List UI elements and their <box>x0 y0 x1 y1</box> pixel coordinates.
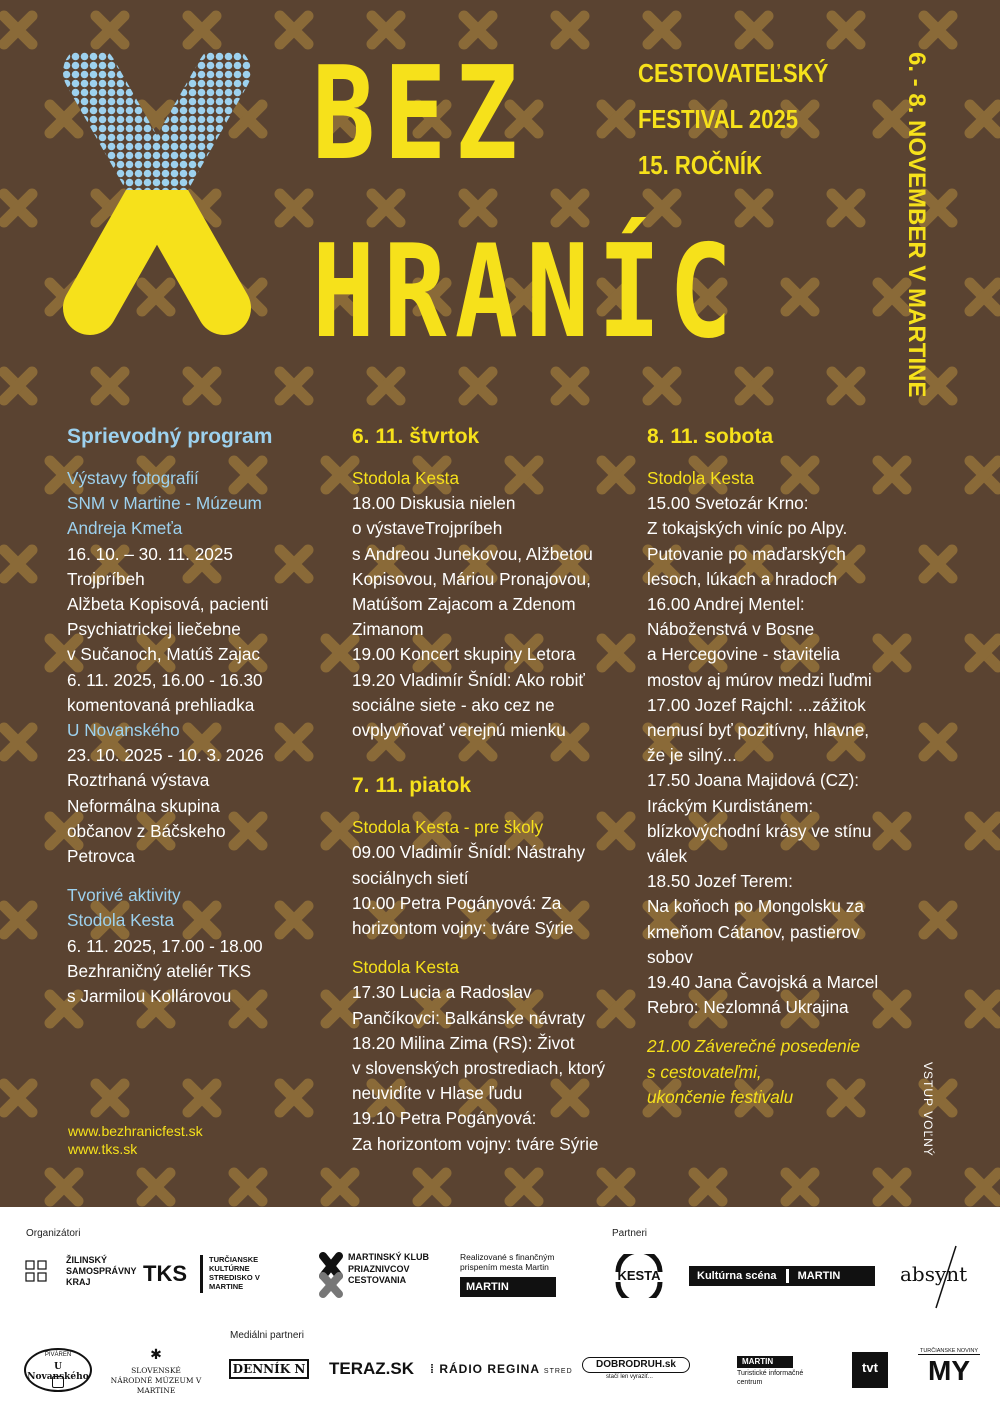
pattern-x-mark <box>648 372 676 400</box>
program-line: v slovenských prostrediach, ktorý <box>352 1058 606 1079</box>
pattern-x-mark <box>510 1173 538 1201</box>
schedule-thursday-friday <box>352 422 605 1157</box>
pattern-x-mark <box>970 639 998 667</box>
accompanying-program <box>67 422 272 1009</box>
title-hranic: HRANÍC <box>312 218 741 367</box>
u-novanskeho-logo: PIVÁREŇ U Novanského <box>24 1348 92 1392</box>
program-line: 18.50 Jozef Terem: <box>647 871 793 892</box>
pattern-x-mark <box>648 16 676 44</box>
pattern-x-mark <box>878 639 906 667</box>
pattern-x-mark <box>326 817 354 845</box>
festival-line-3: 15. ROČNÍK <box>638 150 763 180</box>
program-line: Zimanom <box>352 619 424 640</box>
program-line: 16.00 Andrej Mentel: <box>647 594 805 615</box>
pattern-x-mark <box>970 461 998 489</box>
free-entry-note: VSTUP VOĽNÝ <box>921 1062 935 1157</box>
pattern-x-mark <box>878 995 906 1023</box>
pattern-x-mark <box>280 906 308 934</box>
friday-heading: 7. 11. piatok <box>352 774 472 798</box>
pattern-x-mark <box>556 372 584 400</box>
program-line: Matúšom Zajacom a Zdenom <box>352 594 576 615</box>
festival-line-2: FESTIVAL 2025 <box>638 104 799 134</box>
program-line: Z tokajských viníc po Alpy. <box>647 518 848 539</box>
program-line: horizontom vojny: tváre Sýrie <box>352 918 574 939</box>
pattern-x-mark <box>4 728 32 756</box>
program-line: 21.00 Záverečné posedenie <box>647 1036 861 1057</box>
program-line: 15.00 Svetozár Krno: <box>647 493 809 514</box>
program-line: Stodola Kesta <box>67 910 175 931</box>
program-line: Pančíkovci: Balkánske návraty <box>352 1007 586 1028</box>
program-line: Psychiatrickej liečebne <box>67 619 241 640</box>
pattern-x-mark <box>188 16 216 44</box>
pattern-x-mark <box>602 461 630 489</box>
program-line: 23. 10. 2025 - 10. 3. 2026 <box>67 745 264 766</box>
pattern-x-mark <box>970 817 998 845</box>
program-line: sociálne siete - ako cez ne <box>352 694 555 715</box>
program-line: s cestovateľmi, <box>647 1061 762 1082</box>
pattern-x-mark <box>326 995 354 1023</box>
pattern-x-mark <box>326 461 354 489</box>
program-line: 09.00 Vladimír Šnídl: Nástrahy <box>352 842 586 863</box>
pattern-x-mark <box>694 1173 722 1201</box>
pattern-x-mark <box>96 1084 124 1112</box>
program-line: Bezhraničný ateliér TKS <box>67 960 252 981</box>
program-line: 16. 10. – 30. 11. 2025 <box>67 543 233 564</box>
dennik-n-logo: DENNÍK N <box>229 1359 309 1379</box>
program-line: Na koňoch po Mongolsku za <box>647 896 864 917</box>
pattern-x-mark <box>96 372 124 400</box>
snm-logo: ✱ SLOVENSKÉ NÁRODNÉ MÚZEUM V MARTINE <box>110 1346 202 1395</box>
program-line: SNM v Martine - Múzeum <box>67 493 262 514</box>
program-line: nemusí byť pozitívny, hlavne, <box>647 720 870 741</box>
pattern-x-mark <box>786 1173 814 1201</box>
pattern-x-mark <box>924 16 952 44</box>
kesta-logo: KESTA <box>612 1254 666 1298</box>
program-line: Stodola Kesta - pre školy <box>352 817 544 838</box>
festival-line-1: CESTOVATEĽSKÝ <box>638 58 829 88</box>
pattern-x-mark <box>4 194 32 222</box>
program-line: Trojpríbeh <box>67 568 145 589</box>
program-heading: Sprievodný program <box>67 425 273 448</box>
program-line: ukončenie festivalu <box>647 1086 794 1107</box>
schedule-saturday <box>647 422 878 1110</box>
program-line: 19.20 Vladimír Šnídl: Ako robiť <box>352 669 585 690</box>
pattern-x-mark <box>878 461 906 489</box>
program-line: 19.40 Jana Čavojská a Marcel <box>647 972 879 993</box>
program-line: Andreja Kmeťa <box>67 518 183 539</box>
tvt-logo: tvt <box>852 1352 888 1388</box>
martin-tic-logo: MARTIN Turistické informačné centrum <box>737 1357 804 1386</box>
pattern-x-mark <box>786 283 814 311</box>
program-line: Putovanie po maďarských <box>647 543 846 564</box>
pattern-x-mark <box>970 283 998 311</box>
organizers-label: Organizátori <box>26 1228 81 1239</box>
pattern-x-mark <box>372 372 400 400</box>
beer-mug-icon <box>52 1376 64 1388</box>
program-line: Rebro: Nezlomná Ukrajina <box>647 997 849 1018</box>
pattern-x-mark <box>740 372 768 400</box>
pattern-x-mark <box>602 105 630 133</box>
pattern-x-mark <box>280 16 308 44</box>
program-line: Náboženstvá v Bosne <box>647 619 815 640</box>
link-tks[interactable]: www.tks.sk <box>68 1141 138 1157</box>
program-line: 19.10 Petra Pogányová: <box>352 1108 537 1129</box>
program-line: s Andreou Junekovou, Alžbetou <box>352 543 593 564</box>
pattern-x-mark <box>188 372 216 400</box>
program-line: Stodola Kesta <box>352 957 460 978</box>
media-partners-label: Mediálni partneri <box>230 1330 304 1341</box>
program-line: 17.30 Lucia a Radoslav <box>352 982 532 1003</box>
program-line: Alžbeta Kopisová, pacienti <box>67 594 269 615</box>
pattern-x-mark <box>280 550 308 578</box>
pattern-x-mark <box>50 1173 78 1201</box>
pattern-x-mark <box>740 194 768 222</box>
absynt-logo: absynt <box>900 1262 968 1286</box>
pattern-x-mark <box>924 550 952 578</box>
pattern-x-mark <box>188 1084 216 1112</box>
program-line: U Novanského <box>67 720 180 741</box>
program-line: 6. 11. 2025, 16.00 - 16.30 <box>67 669 263 690</box>
program-line: Petrovca <box>67 846 135 867</box>
pattern-x-mark <box>280 728 308 756</box>
program-line: v Sučanoch, Matúš Zajac <box>67 644 260 665</box>
program-line: s Jarmilou Kollárovou <box>67 986 232 1007</box>
pattern-x-mark <box>832 194 860 222</box>
program-line: 10.00 Petra Pogányová: Za <box>352 892 562 913</box>
pattern-x-mark <box>234 1173 262 1201</box>
pattern-x-mark <box>280 372 308 400</box>
program-line: sociálnych sietí <box>352 867 469 888</box>
program-line: 18.00 Diskusia nielen <box>352 493 516 514</box>
program-line: Iráckým Kurdistánem: <box>647 795 814 816</box>
program-line: Kopisovou, Máriou Pronajovou, <box>352 568 591 589</box>
pattern-x-mark <box>924 906 952 934</box>
program-line: a Hercegovine - stavitelia <box>647 644 840 665</box>
pattern-x-mark <box>602 1173 630 1201</box>
program-line: Neformálna skupina <box>67 795 220 816</box>
program-line: občanov z Báčskeho <box>67 820 226 841</box>
pattern-x-mark <box>326 639 354 667</box>
pattern-x-mark <box>878 817 906 845</box>
program-line: neuvidíte v Hlase ľudu <box>352 1083 523 1104</box>
pattern-x-mark <box>970 995 998 1023</box>
pattern-x-mark <box>556 16 584 44</box>
pattern-x-mark <box>326 1173 354 1201</box>
program-line: 19.00 Koncert skupiny Letora <box>352 644 576 665</box>
pattern-x-mark <box>970 105 998 133</box>
coat-of-arms-icon <box>24 1257 54 1287</box>
program-line: mostov aj múrov medzi ľuďmi <box>647 669 872 690</box>
funding-martin-logo: Realizované s finančným prispením mesta Martin MARTIN <box>460 1252 560 1297</box>
pattern-x-mark <box>602 639 630 667</box>
radio-regina-logo: ⁞ RÁDIO REGINA STRED <box>430 1362 573 1376</box>
program-line: o výstaveTrojpríbeh <box>352 518 503 539</box>
program-line: Stodola Kesta <box>352 468 460 488</box>
festival-x-logo <box>62 52 252 352</box>
mkpc-logo: MARTINSKÝ KLUB PRIAZNIVCOV CESTOVANIA <box>318 1252 428 1298</box>
pattern-x-mark <box>602 817 630 845</box>
my-turcianske-noviny-logo: TURČIANSKE NOVINY MY <box>919 1348 979 1386</box>
teraz-logo: TERAZ.SK <box>329 1359 414 1378</box>
pattern-x-mark <box>4 16 32 44</box>
program-line: kmeňom Cátanov, pastierov <box>647 921 860 942</box>
regina-dots-icon: ⁞ <box>430 1362 435 1376</box>
kulturna-scena-logo: Kultúrna scéna MARTIN <box>689 1266 875 1286</box>
pattern-x-mark <box>280 194 308 222</box>
partners-label: Partneri <box>612 1228 648 1239</box>
dobrodruh-logo: DOBRODRUH.sk stačí len vyraziť... <box>582 1357 692 1383</box>
program-line: Tvorivé aktivity <box>67 885 181 906</box>
program-line: 17.50 Joana Majidová (CZ): <box>647 770 860 791</box>
festival-info <box>638 50 888 188</box>
pattern-x-mark <box>4 550 32 578</box>
pattern-x-mark <box>418 1173 446 1201</box>
program-line: lesoch, lúkach a hradoch <box>647 568 838 589</box>
program-line: 18.20 Milina Zima (RS): Život <box>352 1032 575 1053</box>
program-line: že je silný... <box>647 745 737 766</box>
saturday-heading: 8. 11. sobota <box>647 425 774 448</box>
program-line: Výstavy fotografií <box>67 468 199 488</box>
pattern-x-mark <box>4 906 32 934</box>
pattern-x-mark <box>4 372 32 400</box>
program-line: blízkovýchodní krásy ve stínu <box>647 820 872 841</box>
pattern-x-mark <box>96 16 124 44</box>
pattern-x-mark <box>280 1084 308 1112</box>
program-line: komentovaná prehliadka <box>67 694 255 715</box>
program-line: 6. 11. 2025, 17.00 - 18.00 <box>67 935 263 956</box>
program-line: Za horizontom vojny: tváre Sýrie <box>352 1133 599 1154</box>
small-x-icon <box>318 1252 344 1298</box>
thursday-heading: 6. 11. štvrtok <box>352 425 480 448</box>
pattern-x-mark <box>878 1173 906 1201</box>
pattern-x-mark <box>832 16 860 44</box>
pattern-x-mark <box>142 1173 170 1201</box>
festival-date-location: 6. - 8. NOVEMBER V MARTINE <box>903 52 930 398</box>
pattern-x-mark <box>740 16 768 44</box>
pattern-x-mark <box>4 1084 32 1112</box>
program-line: válek <box>647 846 688 867</box>
pattern-x-mark <box>602 995 630 1023</box>
program-line: 17.00 Jozef Rajchl: ...zážitok <box>647 694 866 715</box>
pattern-x-mark <box>970 1173 998 1201</box>
snm-emblem-icon: ✱ <box>150 1346 162 1362</box>
absynt-slash-icon <box>930 1244 960 1310</box>
title-bez: BEZ <box>312 40 527 189</box>
program-line: Stodola Kesta <box>647 468 755 488</box>
program-line: Roztrhaná výstava <box>67 770 210 791</box>
program-line: sobov <box>647 946 693 967</box>
program-line: ovplyvňovať verejnú mienku <box>352 720 566 741</box>
website-links <box>68 1122 203 1158</box>
pattern-x-mark <box>464 372 492 400</box>
pattern-x-mark <box>832 372 860 400</box>
tks-logo: TKS TURČIANSKE KULTÚRNE STREDISKO V MARTINE <box>143 1255 260 1291</box>
link-bezhranicfest[interactable]: www.bezhranicfest.sk <box>68 1123 203 1139</box>
pattern-x-mark <box>924 728 952 756</box>
